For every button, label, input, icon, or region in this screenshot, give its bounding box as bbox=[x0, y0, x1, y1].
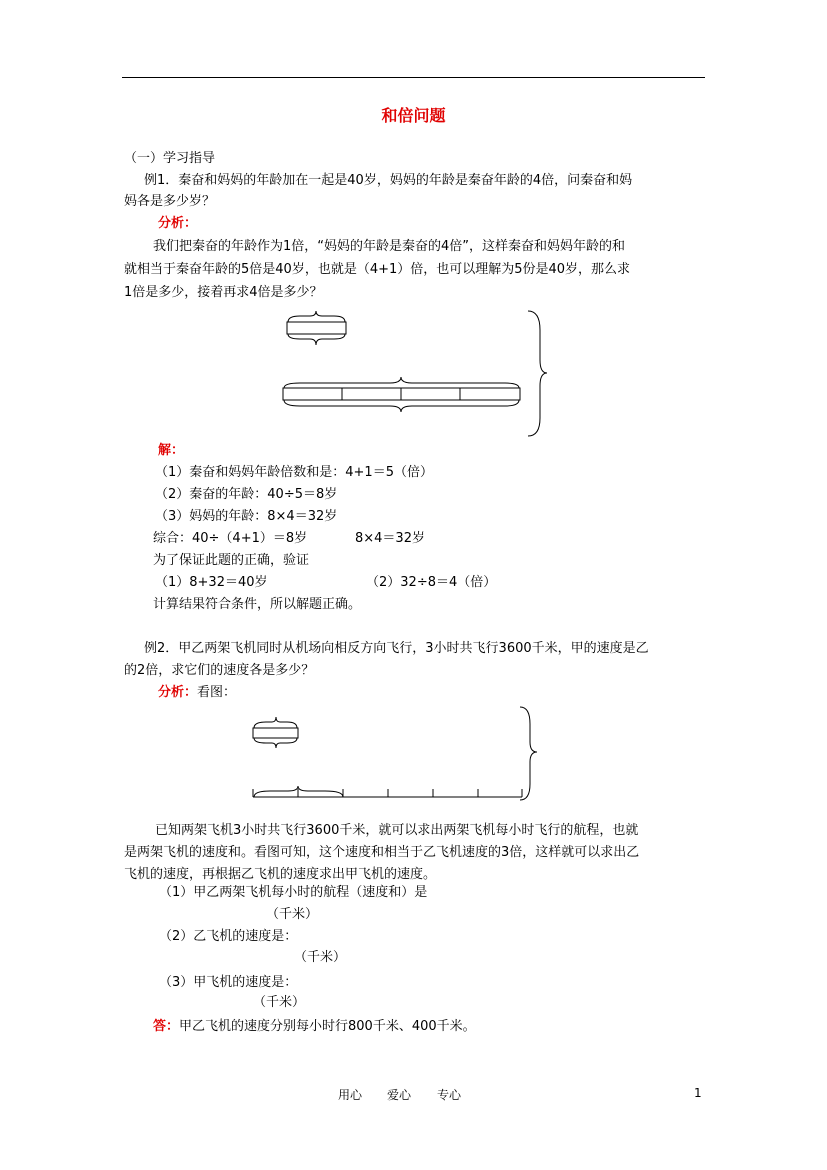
footer-word-1: 用心 bbox=[338, 1088, 363, 1102]
example2-answer-text: 甲乙飞机的速度分别每小时行800千米、400千米。 bbox=[179, 1019, 476, 1034]
example1-analysis-line1: 我们把秦奋的年龄作为1倍，“妈妈的年龄是秦奋的4倍”，这样秦奋和妈妈年龄的和 bbox=[153, 239, 626, 254]
example1-combined-2: 8×4＝32岁 bbox=[355, 531, 425, 546]
diagram1-four-unit-brace-top bbox=[284, 377, 519, 388]
page-title: 和倍问题 bbox=[381, 106, 446, 125]
example2-step1: （1）甲乙两架飞机每小时的航程（速度和）是 bbox=[159, 885, 428, 900]
example2-step2-unit: （千米） bbox=[294, 950, 347, 965]
diagram2-unit-brace-bottom bbox=[254, 738, 297, 748]
example2-step3-unit: （千米） bbox=[253, 995, 306, 1010]
example1-conclusion: 计算结果符合条件，所以解题正确。 bbox=[153, 597, 362, 612]
section-heading: （一）学习指导 bbox=[124, 151, 216, 166]
example2-step3: （3）甲飞机的速度是： bbox=[159, 975, 298, 990]
diagram1-four-unit-brace-bottom bbox=[284, 400, 519, 412]
example1-analysis-label: 分析： bbox=[158, 216, 198, 231]
diagram1-total-brace bbox=[528, 311, 547, 436]
example1-solution-step1: （1）秦奋和妈妈年龄倍数和是：4+1＝5（倍） bbox=[155, 465, 433, 480]
page-number: 1 bbox=[694, 1086, 702, 1100]
example1-solution-step3: （3）妈妈的年龄：8×4＝32岁 bbox=[155, 509, 338, 524]
footer-word-3: 专心 bbox=[437, 1088, 462, 1102]
diagram2-unit-brace-top bbox=[254, 717, 297, 728]
example1-verify-intro: 为了保证此题的正确，验证 bbox=[153, 553, 310, 568]
diagram2-total-brace bbox=[520, 707, 537, 800]
example1-verify-2: （2）32÷8＝4（倍） bbox=[366, 575, 497, 590]
example2-answer-label: 答： bbox=[153, 1019, 180, 1034]
example1-solution-step2: （2）秦奋的年龄：40÷5＝8岁 bbox=[155, 487, 338, 502]
diagram1-unit-bar bbox=[287, 322, 346, 334]
example1-analysis-line3: 1倍是多少，接着再求4倍是多少？ bbox=[124, 285, 323, 300]
example1-verify-1: （1）8+32＝40岁 bbox=[155, 575, 268, 590]
example2-answer bbox=[153, 1019, 476, 1035]
example2-analysis-text: 看图： bbox=[197, 685, 237, 700]
example2-analysis-line3: 飞机的速度，再根据乙飞机的速度求出甲飞机的速度。 bbox=[124, 867, 437, 882]
diagram2-unit-bar bbox=[253, 728, 298, 738]
example2-question-line2: 的2倍，求它们的速度各是多少？ bbox=[124, 663, 315, 678]
example1-combined: 综合：40÷（4+1）＝8岁 bbox=[153, 531, 308, 546]
diagram1-unit-brace-top bbox=[288, 311, 345, 322]
example1-question-line2: 妈各是多少岁？ bbox=[124, 194, 216, 209]
footer-word-2: 爱心 bbox=[387, 1088, 412, 1102]
example2-analysis-line2: 是两架飞机的速度和。看图可知，这个速度和相当于乙飞机速度的3倍，这样就可以求出乙 bbox=[124, 845, 640, 860]
example2-step1-unit: （千米） bbox=[266, 907, 319, 922]
example2-analysis-label: 分析： bbox=[158, 685, 198, 700]
example2-analysis-line1: 已知两架飞机3小时共飞行3600千米，就可以求出两架飞机每小时飞行的航程，也就 bbox=[155, 823, 639, 838]
example2-question-line1: 例2．甲乙两架飞机同时从机场向相反方向飞行，3小时共飞行3600千米，甲的速度是乙 bbox=[144, 641, 649, 656]
example1-analysis-line2: 就相当于秦奋年龄的5倍是40岁，也就是（4+1）倍，也可以理解为5份是40岁，那么求 bbox=[124, 262, 631, 277]
diagram1-unit-brace-bottom bbox=[288, 334, 345, 345]
example1-question-line1: 例1．秦奋和妈妈的年龄加在一起是40岁，妈妈的年龄是秦奋年龄的4倍，问秦奋和妈 bbox=[144, 173, 633, 188]
example2-step2: （2）乙飞机的速度是： bbox=[159, 929, 298, 944]
example2-analysis bbox=[158, 685, 236, 701]
example1-solution-label: 解： bbox=[158, 443, 185, 458]
